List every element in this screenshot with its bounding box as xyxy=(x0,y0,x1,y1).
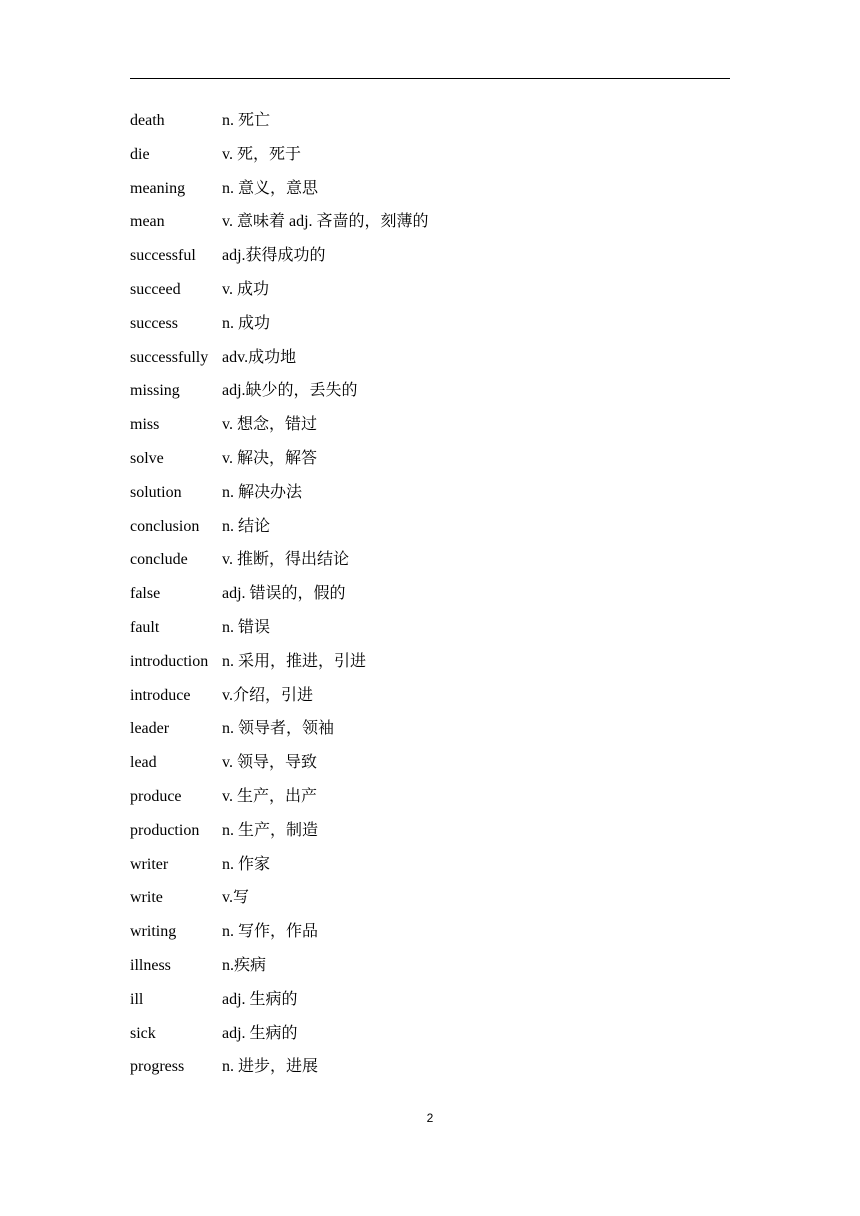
vocab-definition: n. 错误 xyxy=(222,618,271,636)
vocab-word: leader xyxy=(130,720,170,738)
vocab-word: fault xyxy=(130,618,160,636)
vocab-definition: n. 采用，推进，引进 xyxy=(222,652,367,670)
vocab-word: progress xyxy=(130,1058,185,1076)
vocab-word: successful xyxy=(130,247,196,265)
vocab-definition: adj. 生病的 xyxy=(222,990,298,1008)
vocab-row xyxy=(130,915,730,949)
vocab-word: death xyxy=(130,112,165,129)
vocab-word: solve xyxy=(130,449,164,467)
vocab-row xyxy=(130,848,730,882)
vocab-row xyxy=(130,374,730,408)
vocab-row xyxy=(130,611,730,645)
vocab-row xyxy=(130,307,730,341)
vocab-definition: n. 作家 xyxy=(222,855,271,873)
vocab-definition: v. 想念，错过 xyxy=(222,416,317,434)
vocab-row xyxy=(130,881,730,915)
vocab-row xyxy=(130,104,730,138)
vocab-row xyxy=(130,679,730,713)
vocab-word: writing xyxy=(130,923,177,941)
vocab-word: writer xyxy=(130,855,169,873)
vocab-row xyxy=(130,476,730,510)
vocab-row xyxy=(130,273,730,307)
vocab-row xyxy=(130,510,730,544)
vocab-row xyxy=(130,239,730,273)
vocab-row xyxy=(130,814,730,848)
vocab-word: produce xyxy=(130,787,182,805)
vocab-word: lead xyxy=(130,754,157,772)
vocab-word: succeed xyxy=(130,280,181,298)
vocab-word: write xyxy=(130,889,163,907)
vocab-word: introduce xyxy=(130,686,191,704)
vocab-definition: n.疾病 xyxy=(222,956,267,974)
vocab-row xyxy=(130,1017,730,1051)
vocab-definition: v. 死，死于 xyxy=(222,145,301,163)
vocab-row xyxy=(130,408,730,442)
vocab-definition: v. 推断，得出结论 xyxy=(222,551,349,569)
vocab-word: illness xyxy=(130,956,171,974)
vocab-row xyxy=(130,712,730,746)
vocab-row xyxy=(130,442,730,476)
vocab-definition: n. 进步，进展 xyxy=(222,1058,319,1076)
vocab-row xyxy=(130,205,730,239)
vocab-definition: v. 解决，解答 xyxy=(222,449,317,467)
page-number: 2 xyxy=(426,1111,434,1125)
vocab-definition: v. 生产，出产 xyxy=(222,787,317,805)
vocab-row xyxy=(130,1050,730,1084)
vocab-definition: adj.缺少的，丢失的 xyxy=(222,382,358,400)
vocab-word: meaning xyxy=(130,179,186,197)
vocab-definition: adj. 生病的 xyxy=(222,1024,298,1042)
vocab-word: successfully xyxy=(130,348,209,366)
vocab-row xyxy=(130,949,730,983)
vocab-definition: adv.成功地 xyxy=(222,348,297,366)
vocab-word: conclude xyxy=(130,551,188,569)
vocab-word: introduction xyxy=(130,652,209,670)
vocab-row xyxy=(130,138,730,172)
vocab-definition: n. 解决办法 xyxy=(222,483,303,501)
vocab-definition: n. 生产，制造 xyxy=(222,821,319,839)
vocab-row xyxy=(130,543,730,577)
vocab-word: die xyxy=(130,145,150,163)
vocab-word: miss xyxy=(130,416,160,434)
vocab-word: sick xyxy=(130,1024,156,1042)
vocab-word: conclusion xyxy=(130,517,200,535)
vocab-definition: v.写 xyxy=(222,889,249,907)
vocab-row xyxy=(130,746,730,780)
vocab-row xyxy=(130,172,730,206)
vocab-definition: n. 结论 xyxy=(222,517,271,535)
vocab-definition: v.介绍，引进 xyxy=(222,686,313,704)
vocab-row xyxy=(130,341,730,375)
vocab-definition: v. 意味着 adj. 吝啬的，刻薄的 xyxy=(222,213,429,231)
vocab-definition: n. 成功 xyxy=(222,314,271,332)
vocab-list xyxy=(130,104,730,1084)
vocab-row xyxy=(130,983,730,1017)
vocab-row xyxy=(130,645,730,679)
vocab-row xyxy=(130,780,730,814)
vocab-word: mean xyxy=(130,213,165,231)
vocab-word: solution xyxy=(130,483,182,501)
vocab-word: production xyxy=(130,821,200,839)
vocab-definition: adj.获得成功的 xyxy=(222,247,326,265)
vocab-word: false xyxy=(130,585,161,603)
vocab-row xyxy=(130,577,730,611)
header-rule xyxy=(130,78,730,79)
vocab-definition: adj. 错误的，假的 xyxy=(222,585,346,603)
vocab-definition: v. 成功 xyxy=(222,280,269,298)
vocab-definition: n. 写作，作品 xyxy=(222,923,319,941)
vocab-word: ill xyxy=(130,990,144,1008)
vocab-definition: n. 领导者，领袖 xyxy=(222,720,335,738)
vocab-definition: n. 意义，意思 xyxy=(222,179,319,197)
vocab-definition: n. 死亡 xyxy=(222,112,271,129)
vocab-word: success xyxy=(130,314,178,332)
vocab-word: missing xyxy=(130,382,180,400)
vocab-definition: v. 领导，导致 xyxy=(222,754,317,772)
